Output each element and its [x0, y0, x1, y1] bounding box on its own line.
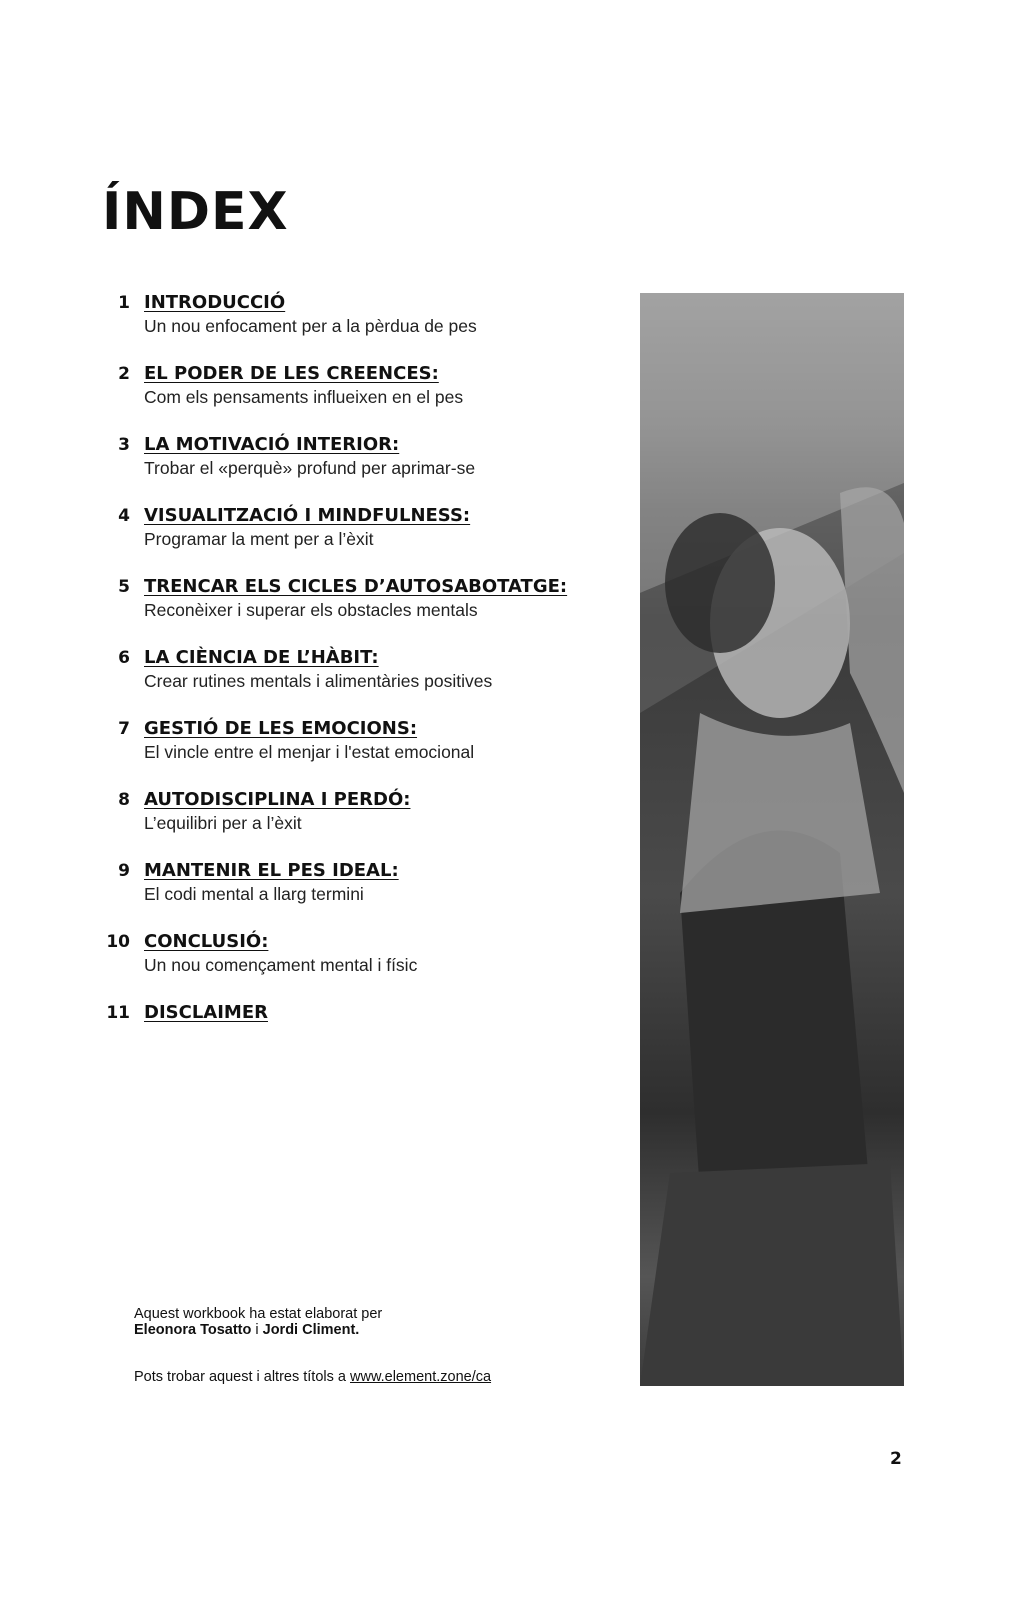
credits-text: Aquest workbook ha estat elaborat per	[134, 1306, 383, 1322]
entry-title-link[interactable]: GESTIÓ DE LES EMOCIONS:	[144, 718, 418, 739]
page-number: 2	[890, 1449, 902, 1469]
more-titles-text: Pots trobar aquest i altres títols a	[134, 1369, 350, 1385]
conjunction: i	[251, 1322, 263, 1338]
entry-number: 5	[118, 577, 130, 597]
entry-number: 2	[118, 364, 130, 384]
entry-subtitle: Reconèixer i superar els obstacles mentals	[144, 600, 478, 620]
author-name: Eleonora Tosatto	[134, 1322, 252, 1338]
entry-title-link[interactable]: LA CIÈNCIA DE L’HÀBIT:	[144, 647, 379, 668]
portrait-image	[640, 293, 904, 1386]
period: .	[355, 1322, 360, 1338]
entry-subtitle: Trobar el «perquè» profund per aprimar-se	[144, 458, 476, 478]
entry-subtitle: Un nou començament mental i físic	[144, 955, 418, 975]
entry-title-link[interactable]: VISUALITZACIÓ I MINDFULNESS:	[144, 505, 471, 526]
entry-subtitle: El codi mental a llarg termini	[144, 884, 364, 904]
entry-number: 11	[106, 1003, 130, 1023]
photo	[640, 293, 904, 1386]
entry-title-link[interactable]: CONCLUSIÓ:	[144, 931, 269, 952]
entry-number: 4	[118, 506, 130, 526]
credits	[134, 1306, 382, 1338]
entry-subtitle: Un nou enfocament per a la pèrdua de pes	[144, 316, 477, 336]
entry-title-link[interactable]: LA MOTIVACIÓ INTERIOR:	[144, 434, 400, 455]
page-title: ÍNDEX	[102, 182, 289, 242]
more-titles	[134, 1369, 491, 1385]
entry-title-link[interactable]: INTRODUCCIÓ	[144, 292, 286, 313]
entry-subtitle: L’equilibri per a l’èxit	[144, 813, 302, 833]
entry-title-link[interactable]: TRENCAR ELS CICLES D’AUTOSABOTATGE:	[144, 576, 568, 597]
entry-number: 7	[118, 719, 130, 739]
entry-subtitle: Crear rutines mentals i alimentàries positives	[144, 671, 493, 691]
website-link[interactable]: www.element.zone/ca	[350, 1369, 492, 1385]
entry-subtitle: Programar la ment per a l’èxit	[144, 529, 374, 549]
entry-subtitle: Com els pensaments influeixen en el pes	[144, 387, 464, 407]
entry-number: 10	[106, 932, 130, 952]
entry-title-link[interactable]: AUTODISCIPLINA I PERDÓ:	[144, 789, 411, 810]
entry-number: 1	[118, 293, 130, 313]
entry-number: 3	[118, 435, 130, 455]
entry-title-link[interactable]: MANTENIR EL PES IDEAL:	[144, 860, 399, 881]
entry-number: 6	[118, 648, 130, 668]
entry-title-link[interactable]: EL PODER DE LES CREENCES:	[144, 363, 439, 384]
author-name: Jordi Climent	[262, 1322, 356, 1338]
entry-title-link[interactable]: DISCLAIMER	[144, 1002, 268, 1023]
entry-subtitle: El vincle entre el menjar i l'estat emocional	[144, 742, 475, 762]
entry-number: 9	[118, 861, 130, 881]
entry-number: 8	[118, 790, 130, 810]
